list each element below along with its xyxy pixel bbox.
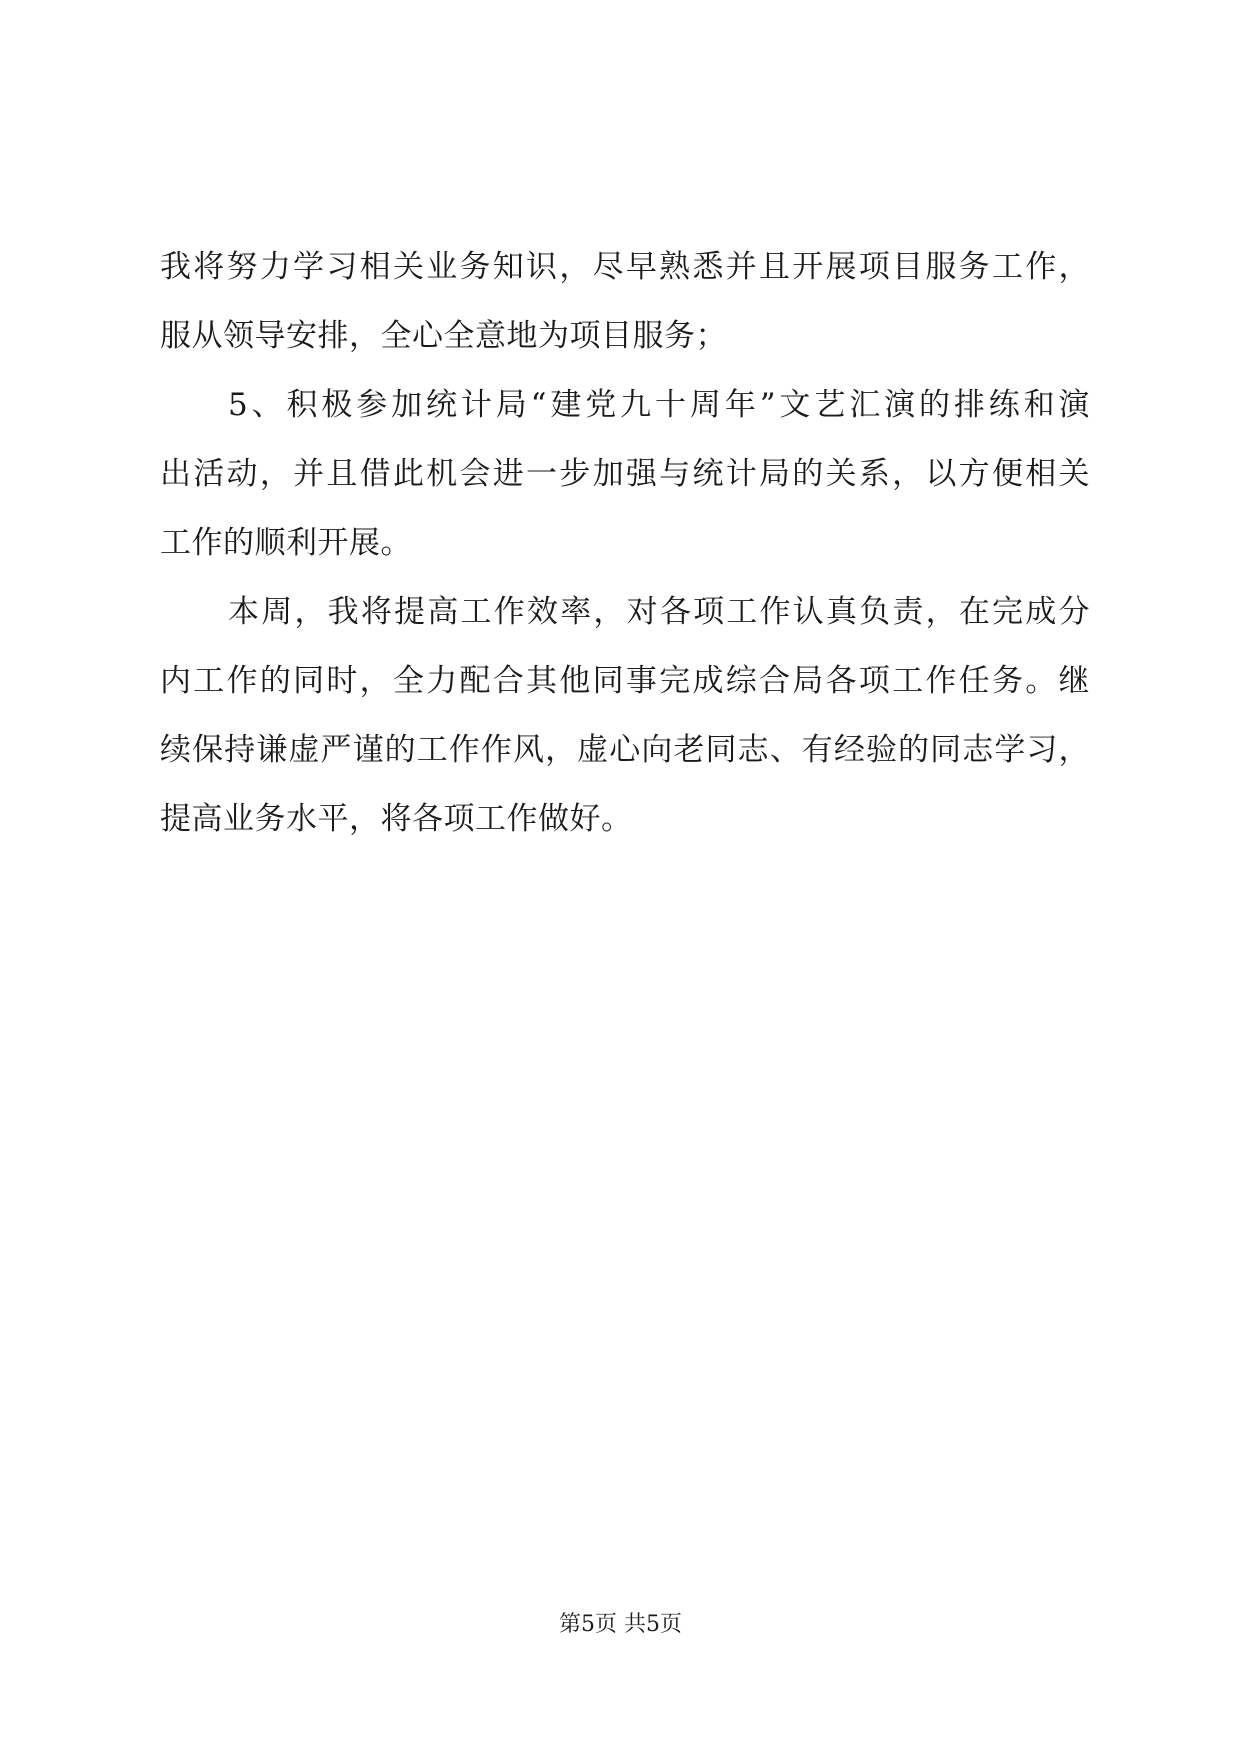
paragraph-2-line-2: 出活动，并且借此机会进一步加强与统计局的关系，以方便相关 — [160, 456, 1090, 492]
paragraph-3-line-2: 内工作的同时，全力配合其他同事完成综合局各项工作任务。继 — [160, 663, 1090, 699]
page-number-footer: 第5页 共5页 — [559, 1612, 682, 1637]
paragraph-1-line-2: 服从领导安排，全心全意地为项目服务； — [160, 318, 727, 354]
document-body — [160, 233, 1090, 854]
paragraph-2-line-1: 5、积极参加统计局“建党九十周年”文艺汇演的排练和演 — [228, 387, 1090, 423]
paragraph-1-line-1: 我将努力学习相关业务知识，尽早熟悉并且开展项目服务工作， — [160, 249, 1090, 285]
paragraph-3-line-1: 本周，我将提高工作效率，对各项工作认真负责，在完成分 — [228, 594, 1090, 630]
paragraph-3-line-4: 提高业务水平，将各项工作做好。 — [160, 801, 633, 837]
paragraph-2-line-3: 工作的顺利开展。 — [160, 525, 412, 561]
paragraph-3-line-3: 续保持谦虚严谨的工作作风，虚心向老同志、有经验的同志学习， — [160, 732, 1090, 768]
